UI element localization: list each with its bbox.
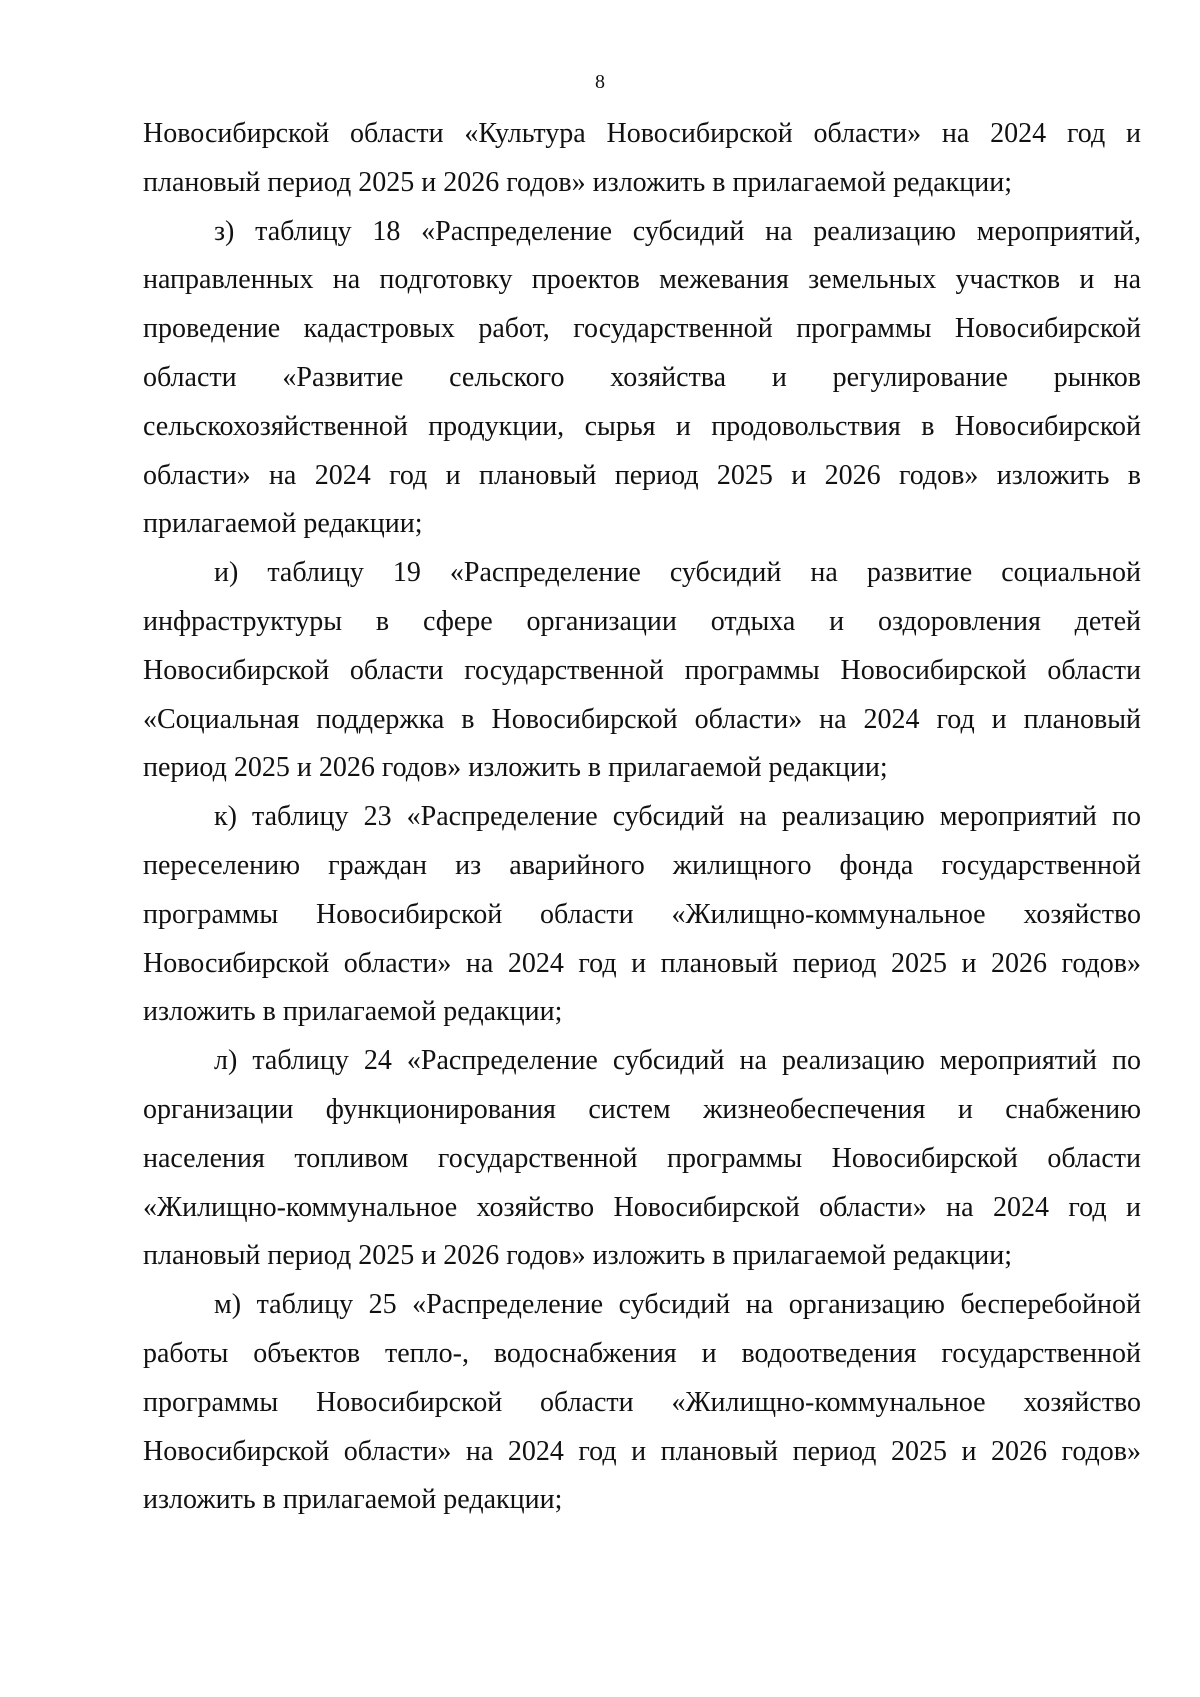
page-number: 8 — [595, 71, 605, 93]
paragraph-item-m: м) таблицу 25 «Распределение субсидий на организацию бесперебойной работы объектов тепло-, водоснабжения и водоотведения государственной программы Новосибирской области «Жилищно-коммунальное хозяйство Новосибирской области» на 2024 год и плановый период 2025 и 2026 годов» изложить в прилагаемой редакции; — [143, 1289, 1141, 1516]
paragraph-item-z: з) таблицу 18 «Распределение субсидий на реализацию мероприятий, направленных на подготовку проектов межевания земельных участков и на проведение кадастровых работ, государственной программы Новосибирской области «Развитие сельского хозяйства и регулирование рынков сельскохозяйственной продукции, сырья и продовольствия в Новосибирской области» на 2024 год и плановый период 2025 и 2026 годов» изложить в прилагаемой редакции; — [143, 215, 1141, 540]
paragraph-item-k: к) таблицу 23 «Распределение субсидий на реализацию мероприятий по переселению граждан из аварийного жилищного фонда государственной программы Новосибирской области «Жилищно-коммунальное хозяйство Новосибирской области» на 2024 год и плановый период 2025 и 2026 годов» изложить в прилагаемой редакции; — [143, 801, 1141, 1028]
document-body — [143, 110, 1141, 1525]
paragraph-continuation: Новосибирской области «Культура Новосибирской области» на 2024 год и плановый период 2025 и 2026 годов» изложить в прилагаемой редакции; — [143, 118, 1141, 198]
paragraph-item-l: л) таблицу 24 «Распределение субсидий на реализацию мероприятий по организации функционирования систем жизнеобеспечения и снабжению населения топливом государственной программы Новосибирской области «Жилищно-коммунальное хозяйство Новосибирской области» на 2024 год и плановый период 2025 и 2026 годов» изложить в прилагаемой редакции; — [143, 1045, 1141, 1272]
paragraph-item-i: и) таблицу 19 «Распределение субсидий на развитие социальной инфраструктуры в сфере организации отдыха и оздоровления детей Новосибирской области государственной программы Новосибирской области «Социальная поддержка в Новосибирской области» на 2024 год и плановый период 2025 и 2026 годов» изложить в прилагаемой редакции; — [143, 557, 1141, 784]
